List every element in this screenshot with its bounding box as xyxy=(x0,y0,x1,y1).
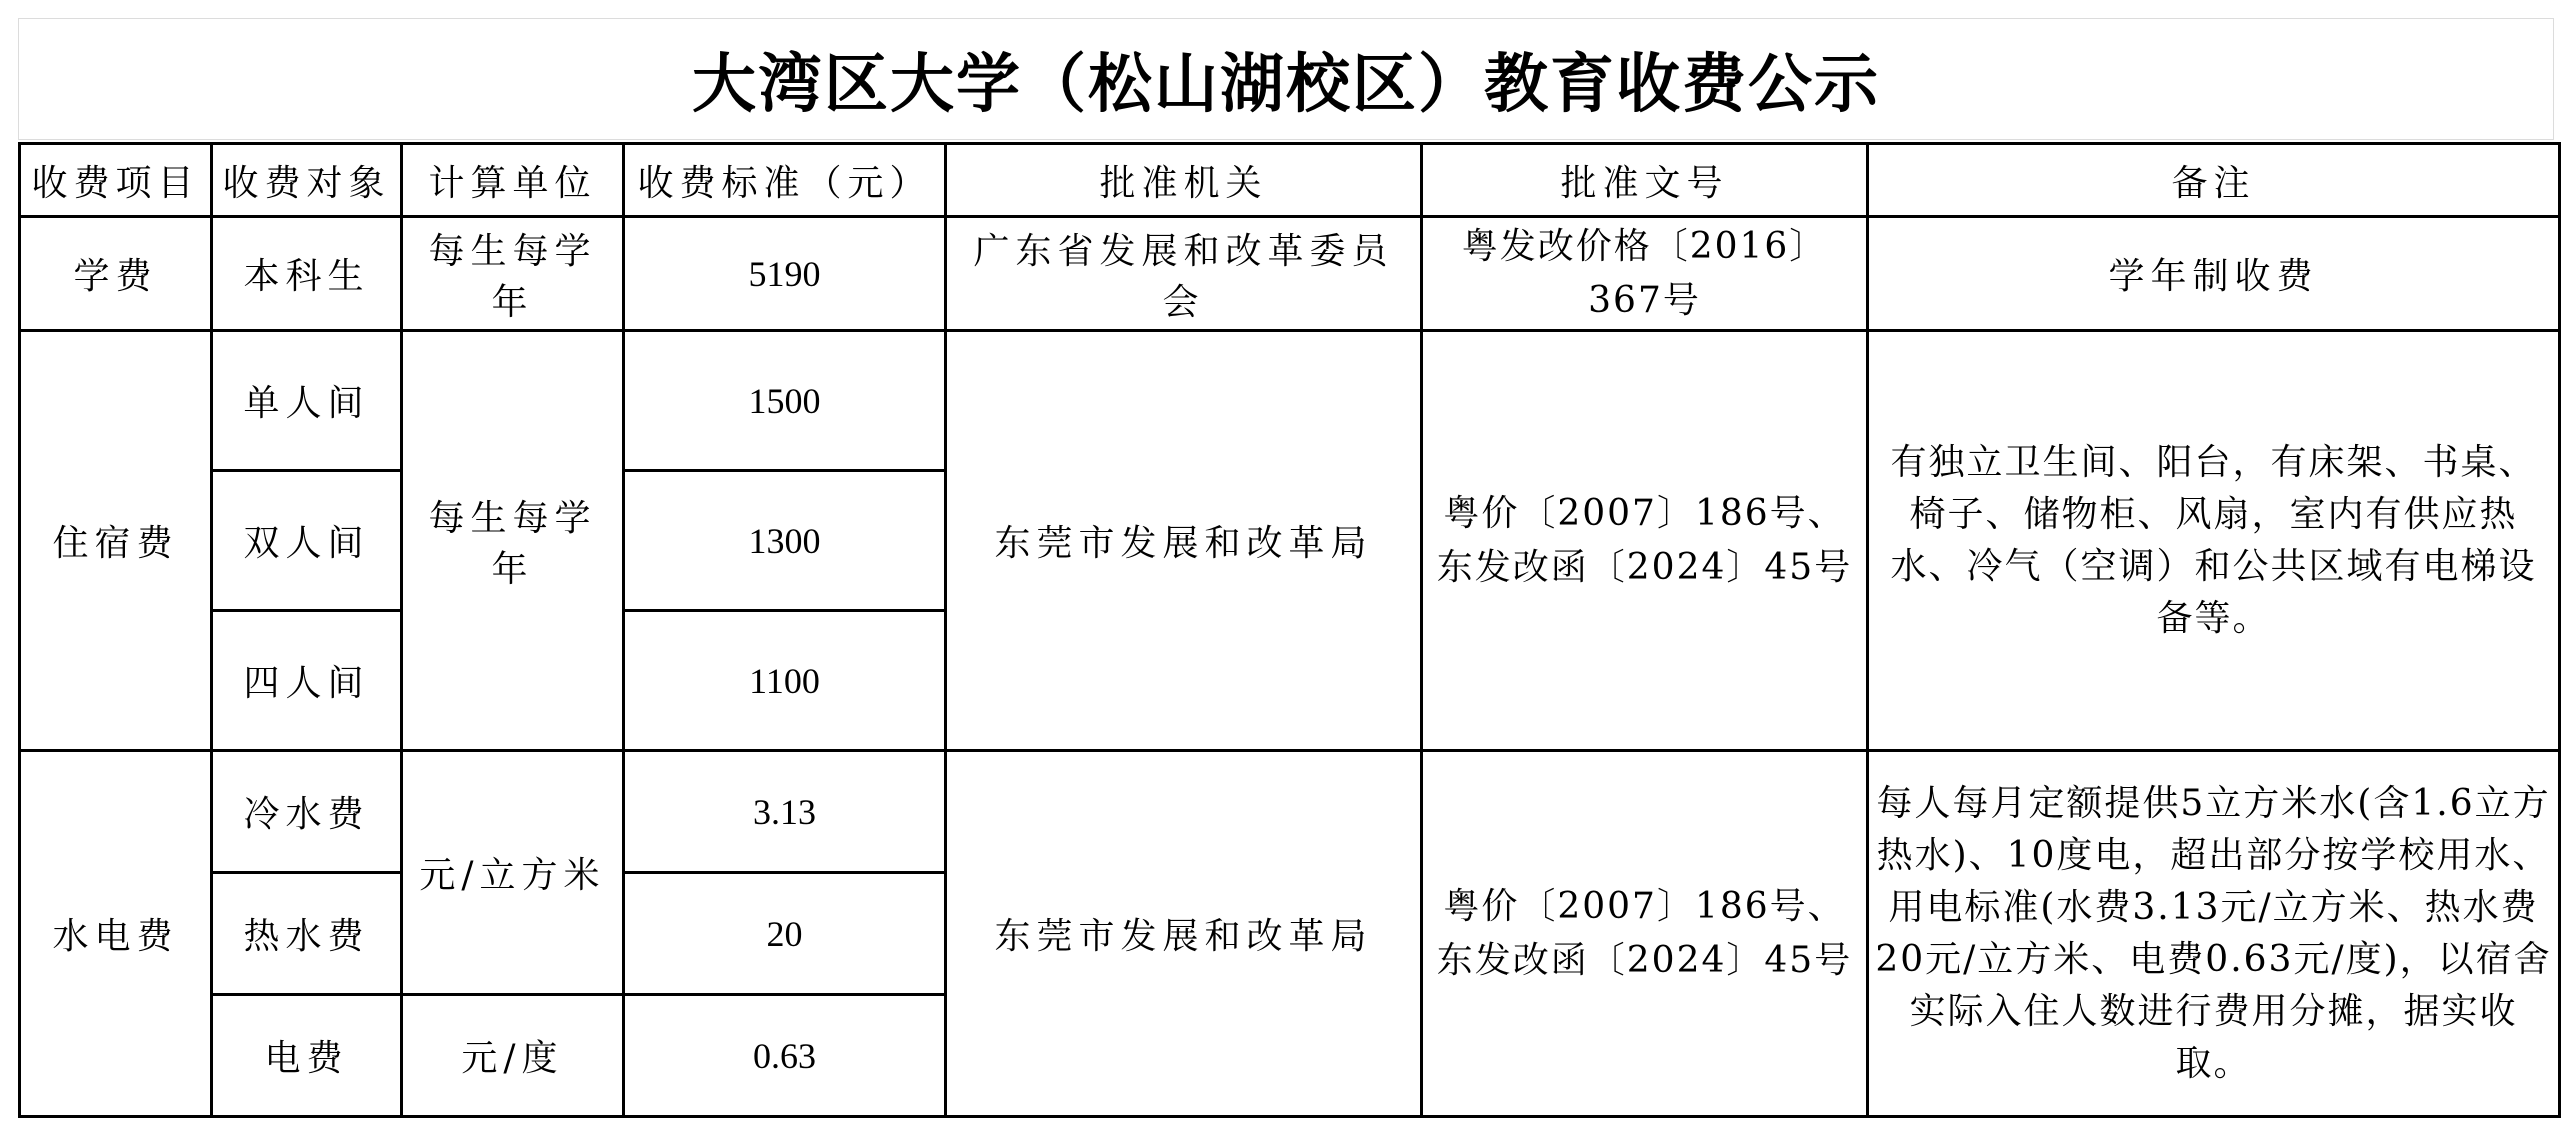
cell-note: 每人每月定额提供5立方米水(含1.6立方热水)、10度电，超出部分按学校用水、用电标准(水费3.13元/立方米、热水费20元/立方米、电费0.63元/度)，以宿舍实际入住人数进行费用分摊，据实收取。 xyxy=(1868,751,2560,1117)
cell-target: 热水费 xyxy=(212,873,402,995)
cell-unit: 每生每学年 xyxy=(402,217,624,331)
cell-item: 水电费 xyxy=(20,751,212,1117)
cell-note: 有独立卫生间、阳台，有床架、书桌、椅子、储物柜、风扇，室内有供应热水、冷气（空调）和公共区域有电梯设备等。 xyxy=(1868,331,2560,751)
cell-amount: 5190 xyxy=(624,217,946,331)
cell-unit: 每生每学年 xyxy=(402,331,624,751)
header-standard: 收费标准（元） xyxy=(624,144,946,217)
cell-target: 冷水费 xyxy=(212,751,402,873)
table-row-tuition xyxy=(20,217,2560,331)
cell-note: 学年制收费 xyxy=(1868,217,2560,331)
cell-target: 本科生 xyxy=(212,217,402,331)
header-fee-item: 收费项目 xyxy=(20,144,212,217)
fee-table xyxy=(18,142,2561,1118)
table-row-cold-water xyxy=(20,751,2560,873)
table-row-single-room xyxy=(20,331,2560,471)
cell-item: 学费 xyxy=(20,217,212,331)
header-unit: 计算单位 xyxy=(402,144,624,217)
cell-document: 粤价〔2007〕186号、东发改函〔2024〕45号 xyxy=(1422,751,1868,1117)
cell-amount: 1300 xyxy=(624,471,946,611)
cell-document: 粤价〔2007〕186号、东发改函〔2024〕45号 xyxy=(1422,331,1868,751)
cell-target: 电费 xyxy=(212,995,402,1117)
page-title: 大湾区大学（松山湖校区）教育收费公示 xyxy=(692,47,1880,122)
cell-amount: 20 xyxy=(624,873,946,995)
cell-amount: 0.63 xyxy=(624,995,946,1117)
cell-amount: 1100 xyxy=(624,611,946,751)
cell-item: 住宿费 xyxy=(20,331,212,751)
header-authority: 批准机关 xyxy=(946,144,1422,217)
header-row xyxy=(20,144,2560,217)
cell-authority: 东莞市发展和改革局 xyxy=(946,751,1422,1117)
cell-target: 单人间 xyxy=(212,331,402,471)
cell-unit: 元/度 xyxy=(402,995,624,1117)
cell-unit: 元/立方米 xyxy=(402,751,624,995)
header-note: 备注 xyxy=(1868,144,2560,217)
cell-amount: 1500 xyxy=(624,331,946,471)
cell-target: 双人间 xyxy=(212,471,402,611)
cell-document: 粤发改价格〔2016〕367号 xyxy=(1422,217,1868,331)
header-document: 批准文号 xyxy=(1422,144,1868,217)
header-fee-target: 收费对象 xyxy=(212,144,402,217)
title-box xyxy=(18,18,2554,140)
cell-target: 四人间 xyxy=(212,611,402,751)
cell-authority: 广东省发展和改革委员会 xyxy=(946,217,1422,331)
cell-authority: 东莞市发展和改革局 xyxy=(946,331,1422,751)
cell-amount: 3.13 xyxy=(624,751,946,873)
